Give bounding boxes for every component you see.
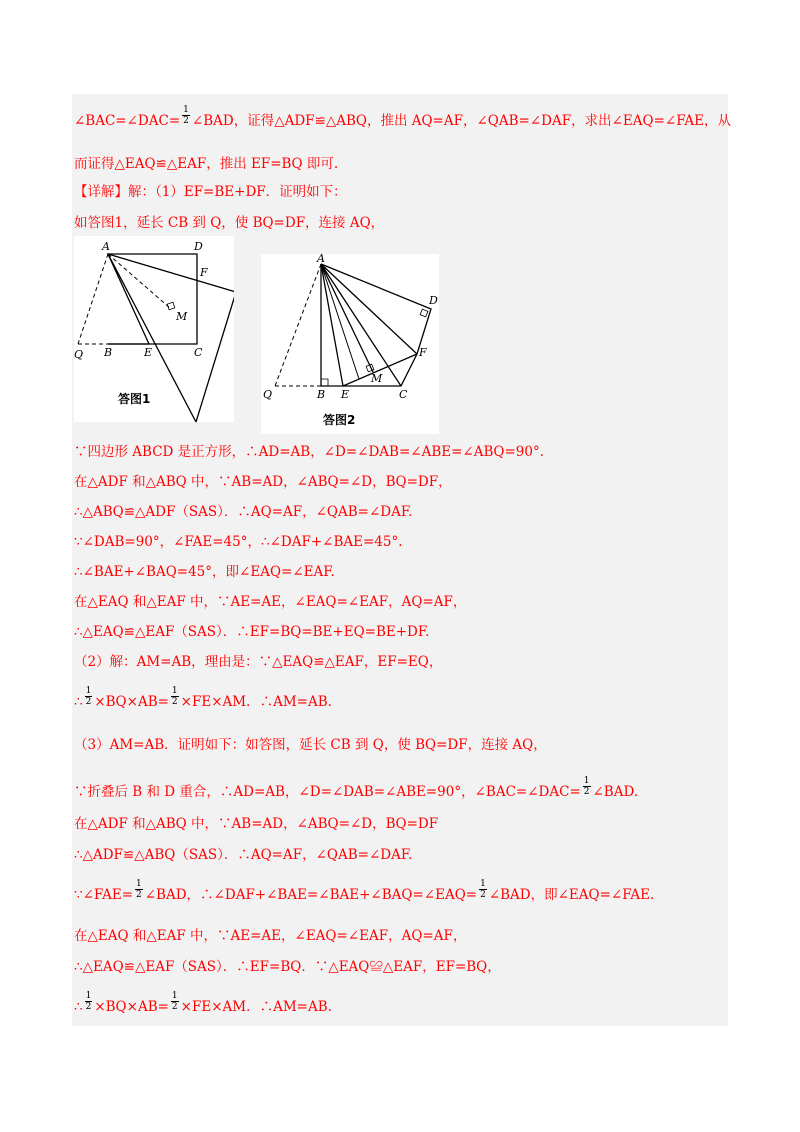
line-text: ∴△EAQ≌△EAF（SAS）．∴EF=BQ．∵△EAQ≌△EAF，EF=BQ，: [74, 959, 501, 975]
fraction-denominator: 2: [583, 787, 590, 797]
solution-line: [74, 653, 442, 671]
solution-line: [74, 183, 347, 201]
fraction-one-half: [171, 991, 179, 1012]
fraction-one-half: [85, 991, 93, 1012]
fig2-label-A: A: [317, 254, 325, 265]
fig2-label-M: M: [371, 372, 383, 385]
fig1-label-B: B: [104, 346, 113, 359]
fig2-label-C: C: [399, 388, 408, 401]
line-text: ∴△EAQ≌△EAF（SAS）．∴EF=BQ=BE+EQ=BE+DF.: [74, 624, 430, 640]
fig1-label-D: D: [194, 240, 203, 253]
line-text: ∴: [74, 694, 83, 710]
fraction-numerator: 1: [171, 686, 178, 696]
line-text: （2）解：AM=AB，理由是：∵△EAQ≌△EAF，EF=EQ，: [74, 654, 443, 670]
fraction-numerator: 1: [183, 105, 189, 115]
line-text: ×BQ×AB=: [94, 999, 169, 1015]
solution-line: [74, 593, 466, 611]
fraction-numerator: 1: [480, 879, 486, 889]
fraction-numerator: 1: [85, 991, 92, 1001]
solution-line: [74, 533, 403, 551]
fig2-label-B: B: [317, 388, 326, 401]
fraction-numerator: 1: [583, 776, 590, 786]
fig2-label-F: F: [419, 346, 427, 359]
fig1-label-F: F: [200, 266, 208, 279]
fraction-denominator: 2: [480, 890, 486, 900]
line-text: ∴: [74, 999, 83, 1015]
fraction-numerator: 1: [171, 991, 178, 1001]
fig1-label-M: M: [176, 310, 188, 323]
solution-line: [74, 443, 544, 461]
line-text: ∵∠FAE=: [74, 887, 134, 903]
line-text: 【详解】解：（1）EF=BE+DF．证明如下：: [74, 184, 347, 200]
fraction-one-half: [182, 105, 190, 126]
solution-line: [74, 958, 501, 976]
line-text: ∵折叠后 B 和 D 重合，∴AD=AB，∠D=∠DAB=∠ABE=90°，∠BAC=∠DAC=: [74, 784, 581, 800]
solution-line: [74, 155, 338, 173]
fig2-label-D: D: [429, 294, 438, 307]
fig2-label-Q: Q: [263, 388, 273, 401]
solution-line: [74, 686, 332, 713]
fraction-one-half: [171, 686, 179, 707]
fig2-caption: 答图2: [323, 413, 356, 427]
fraction-one-half: [583, 776, 591, 797]
line-text: ×BQ×AB=: [94, 694, 169, 710]
line-text: 在△EAQ 和△EAF 中，∵AE=AE，∠EAQ=∠EAF，AQ=AF，: [74, 928, 467, 944]
line-text: ∠BAD，证得△ADF≌△ABQ，推出 AQ=AF，∠QAB=∠DAF，求出∠EAQ=∠FAE，从: [191, 113, 732, 129]
fraction-numerator: 1: [136, 879, 142, 889]
line-text: 在△ADF 和△ABQ 中，∵AB=AD，∠ABQ=∠D，BQ=DF: [74, 816, 439, 832]
fraction-numerator: 1: [85, 686, 92, 696]
line-text: ×FE×AM．∴AM=AB.: [180, 999, 332, 1015]
line-text: ∵四边形 ABCD 是正方形，∴AD=AB，∠D=∠DAB=∠ABE=∠ABQ=90°.: [74, 444, 545, 460]
solution-line: [74, 776, 639, 803]
solution-line: [74, 991, 332, 1018]
fraction-denominator: 2: [85, 1002, 92, 1012]
fraction-denominator: 2: [171, 1002, 178, 1012]
line-text: ∠BAD.: [592, 784, 639, 800]
line-text: 如答图1，延长 CB 到 Q，使 BQ=DF，连接 AQ，: [74, 215, 385, 231]
figure-1: [74, 236, 234, 422]
fig1-label-A: A: [102, 240, 110, 253]
solution-line: [74, 105, 732, 132]
line-text: ∠BAD，∴∠DAF+∠BAE=∠BAE+∠BAQ=∠EAQ=: [144, 887, 478, 903]
line-text: ×FE×AM．∴AM=AB.: [180, 694, 332, 710]
fraction-denominator: 2: [85, 697, 92, 707]
fig1-label-E: E: [144, 346, 153, 359]
fraction-one-half: [135, 879, 143, 900]
figure-2: [261, 254, 439, 434]
line-text: ∠BAD，即∠EAQ=∠FAE.: [488, 887, 655, 903]
line-text: ∴∠BAE+∠BAQ=45°，即∠EAQ=∠EAF.: [74, 564, 335, 580]
fraction-denominator: 2: [136, 890, 142, 900]
solution-line: [74, 815, 438, 833]
solution-line: [74, 927, 466, 945]
line-text: ∵∠DAB=90°，∠FAE=45°，∴∠DAF+∠BAE=45°.: [74, 534, 403, 550]
line-text: 而证得△EAQ≌△EAF，推出 EF=BQ 即可.: [74, 156, 339, 172]
line-text: 在△ADF 和△ABQ 中，∵AB=AD，∠ABQ=∠D，BQ=DF，: [74, 474, 452, 490]
solution-line: [74, 473, 452, 491]
solution-line: [74, 503, 412, 521]
solution-line: [74, 846, 412, 864]
line-text: ∴△ABQ≌△ADF（SAS）．∴AQ=AF，∠QAB=∠DAF.: [74, 504, 413, 520]
solution-line: [74, 214, 384, 232]
fraction-denominator: 2: [171, 697, 178, 707]
fig1-label-Q: Q: [74, 348, 84, 361]
line-text: ∴△ADF≌△ABQ（SAS）．∴AQ=AF，∠QAB=∠DAF.: [74, 847, 413, 863]
solution-line: [74, 623, 429, 641]
solution-line: [74, 563, 335, 581]
fraction-denominator: 2: [183, 116, 189, 126]
fig2-label-E: E: [341, 388, 350, 401]
fraction-one-half: [85, 686, 93, 707]
solution-line: [74, 879, 655, 906]
line-text: ∠BAC=∠DAC=: [74, 113, 181, 129]
fraction-one-half: [479, 879, 487, 900]
line-text: 在△EAQ 和△EAF 中，∵AE=AE，∠EAQ=∠EAF，AQ=AF，: [74, 594, 467, 610]
line-text: （3）AM=AB．证明如下：如答图，延长 CB 到 Q，使 BQ=DF，连接 AQ，: [74, 737, 547, 753]
fig1-caption: 答图1: [118, 392, 151, 406]
fig1-label-C: C: [194, 346, 203, 359]
solution-line: [74, 736, 547, 754]
